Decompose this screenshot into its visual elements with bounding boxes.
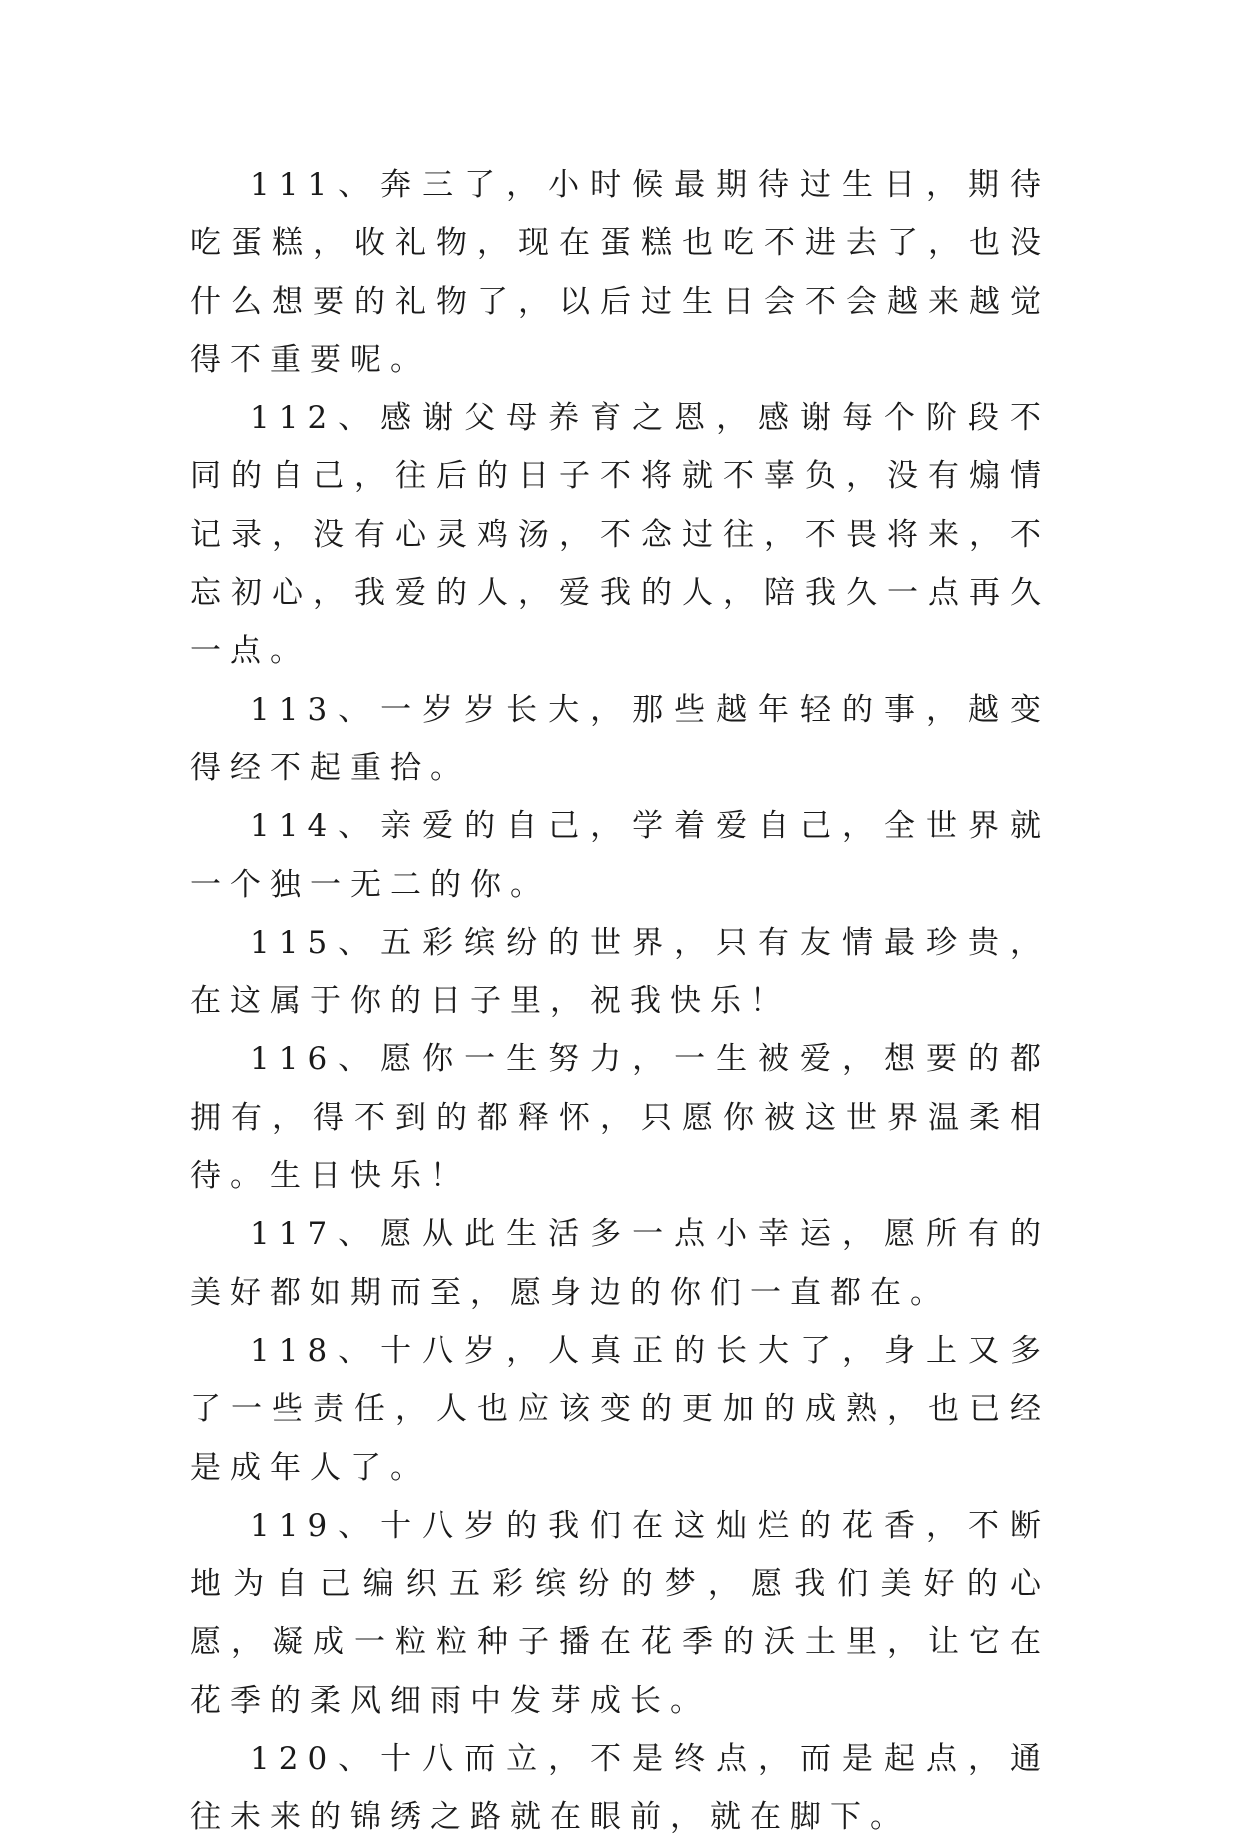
paragraph-120: 120、十八而立，不是终点，而是起点，通往未来的锦绣之路就在眼前，就在脚下。 — [190, 1741, 1050, 1836]
paragraph-111: 111、奔三了，小时候最期待过生日，期待吃蛋糕，收礼物，现在蛋糕也吃不进去了，也没什么想要的礼物了，以后过生日会不会越来越觉得不重要呢。 — [190, 167, 1050, 378]
paragraph-113: 113、一岁岁长大，那些越年轻的事，越变得经不起重拾。 — [190, 691, 1050, 786]
document-body — [190, 156, 1050, 1847]
paragraph-112: 112、感谢父母养育之恩，感谢每个阶段不同的自己，往后的日子不将就不辜负，没有煽情记录，没有心灵鸡汤，不念过往，不畏将来，不忘初心，我爱的人，爱我的人，陪我久一点再久一点。 — [190, 400, 1050, 670]
paragraph-117: 117、愿从此生活多一点小幸运，愿所有的美好都如期而至，愿身边的你们一直都在。 — [190, 1216, 1050, 1311]
paragraph-118: 118、十八岁，人真正的长大了，身上又多了一些责任，人也应该变的更加的成熟，也已经是成年人了。 — [190, 1332, 1050, 1486]
paragraph-116: 116、愿你一生努力，一生被爱，想要的都拥有，得不到的都释怀，只愿你被这世界温柔相待。生日快乐！ — [190, 1041, 1050, 1195]
paragraph-114: 114、亲爱的自己，学着爱自己，全世界就一个独一无二的你。 — [190, 808, 1050, 903]
paragraph-119: 119、十八岁的我们在这灿烂的花香，不断地为自己编织五彩缤纷的梦，愿我们美好的心愿，凝成一粒粒种子播在花季的沃土里，让它在花季的柔风细雨中发芽成长。 — [190, 1507, 1050, 1719]
paragraph-115: 115、五彩缤纷的世界，只有友情最珍贵，在这属于你的日子里，祝我快乐！ — [190, 924, 1050, 1020]
